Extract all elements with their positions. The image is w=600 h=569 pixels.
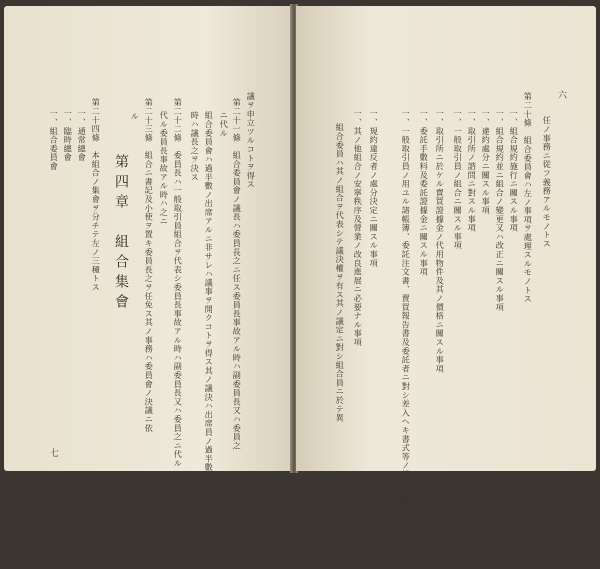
list-item: 一、臨時總會 <box>63 109 74 162</box>
list-item: 一、組合規約施行ニ關スル事項 <box>509 109 520 233</box>
list-item: 一、其ノ他組合ノ安寧秩序及營業ノ改良進展ニ必要ナル事項 <box>353 109 364 347</box>
right-page <box>296 6 596 541</box>
list-item: 一、組合規約並ニ組合ノ變更又ハ改正ニ關スル事項 <box>495 109 506 312</box>
text-column: 議ヲ申立ツルコトヲ得ス <box>246 92 257 189</box>
list-item: 一、通常總會 <box>77 109 88 162</box>
list-item: 一、一般取引員ノ組合ニ關スル事項 <box>453 109 464 250</box>
list-item: 一、規約違反者ノ處分決定ニ關スル事項 <box>369 109 380 268</box>
list-item: 一、取引所ニ於ケル賣買證據金ノ代用物件及其ノ價格ニ關スル事項 <box>435 109 446 373</box>
list-item: 一、委託手數料及委託證據金ニ關スル事項 <box>419 109 430 277</box>
text-column: 第二十二條 委員長ハ一般取引員組合ヲ代表シ委員長事故アル時ハ副委員長又ハ委員之ニ代ル <box>173 98 184 468</box>
text-column: 組合委員ハ其ノ組合ヲ代表シテ議決權ヲ有ス其ノ議定ニ對シ組合員ニ於テ異 <box>335 123 346 423</box>
text-column: 第二十四條 本組合ノ集會ヲ分チテ左ノ三種トス <box>91 98 102 292</box>
list-item: 一、違約處分ニ關スル事項 <box>481 109 492 215</box>
text-column: 時ハ議長之ヲ決ス <box>190 111 201 182</box>
text-column: 任ノ事務ニ從フ義務アルモノトス <box>542 116 553 248</box>
text-column: 第二十一條 組合委員會ノ議長ハ委員長之ニ任ス委員長事故アル時ハ副委員長又ハ委員之 <box>232 98 243 450</box>
list-item: 一、組合委員會 <box>49 109 60 171</box>
page-number: 七 <box>50 449 60 459</box>
text-column: ル <box>130 112 141 121</box>
left-page <box>4 6 292 569</box>
text-column: 組合委員會ハ過半數ノ出席アルニ非サレハ議事ヲ開クコトヲ得ス其ノ議決ハ出席員ノ過半數ヲ以テ決ス可否同數ナル <box>204 111 215 569</box>
text-column: 代ル委員長事故アル時ハ之ニ <box>159 111 170 226</box>
list-item: 一、取引所ノ諮問ニ對スル事項 <box>467 109 478 233</box>
page-number: 六 <box>558 91 568 101</box>
text-column: 第二十三條 組合ニ書記及小使ヲ置キ委員長之ヲ任免ス其ノ事務ハ委員會ノ決議ニ依 <box>144 98 155 433</box>
chapter-heading: 第四章 組合集會 <box>113 154 129 314</box>
list-item: 一、一般取引員ノ用ユル諸帳簿、委託注文書、賣買報告書及委託者ニ對シ差入ヘキ書式等ノ樣式ニ關スル事項 <box>401 109 412 541</box>
text-column: 第二十條 組合委員會ハ左ノ事項ヲ處理スルモノトス <box>523 92 534 304</box>
text-column: ニ代ル <box>219 111 230 138</box>
